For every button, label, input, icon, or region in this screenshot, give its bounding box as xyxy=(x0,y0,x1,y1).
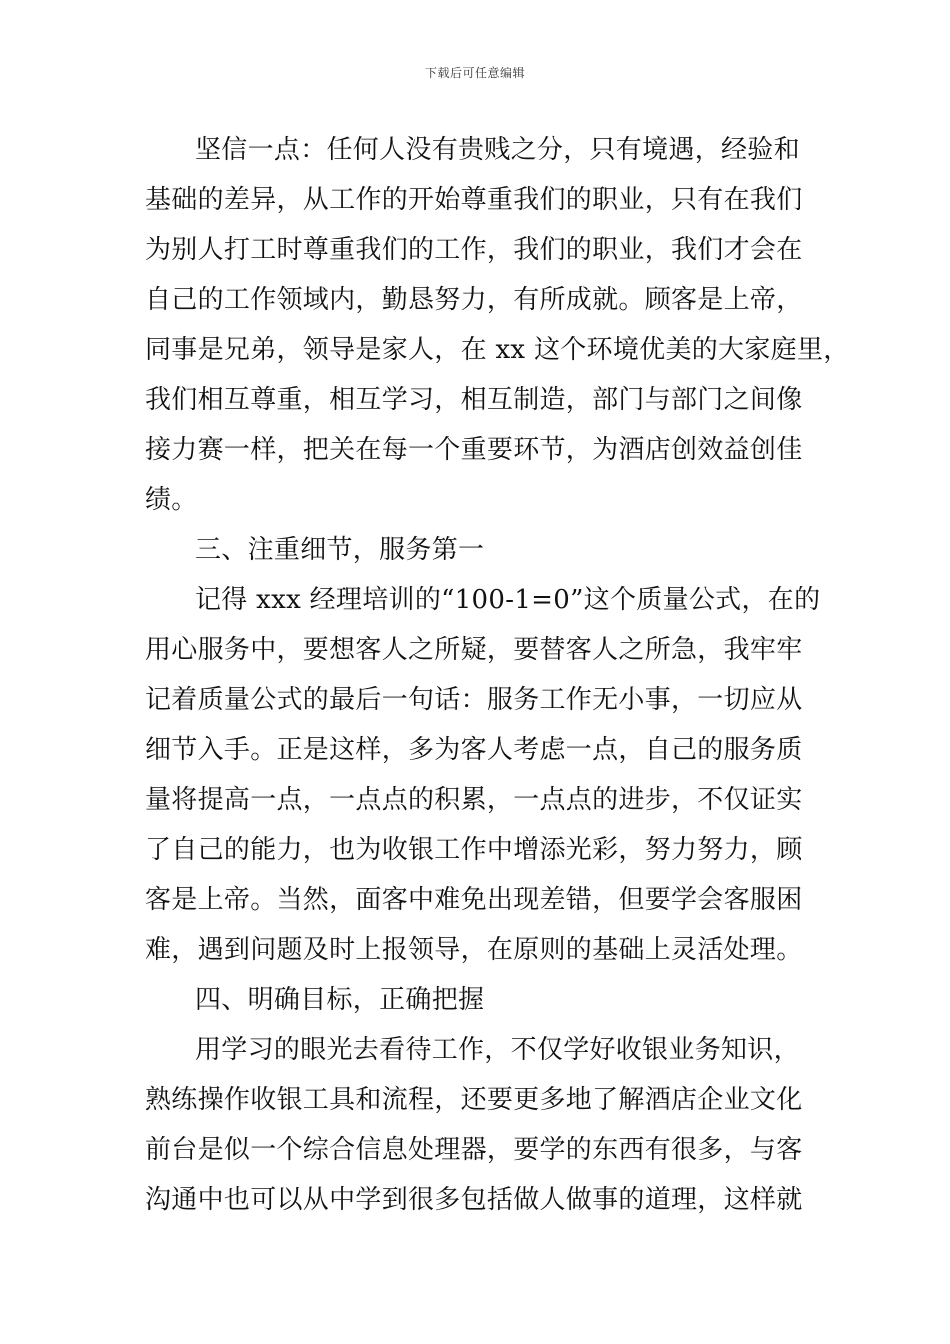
paragraph-line: 为别人打工时尊重我们的工作，我们的职业，我们才会在 xyxy=(145,235,803,265)
paragraph-line: 坚信一点：任何人没有贵贱之分，只有境遇，经验和 xyxy=(195,135,800,165)
section-heading: 三、注重细节，服务第一 xyxy=(195,535,485,565)
paragraph-line: 了自己的能力，也为收银工作中增添光彩，努力努力，顾 xyxy=(145,835,803,865)
paragraph-line: 接力赛一样，把关在每一个重要环节，为酒店创效益创佳 xyxy=(145,435,803,465)
paragraph-line: 我们相互尊重，相互学习，相互制造，部门与部门之间像 xyxy=(145,385,803,415)
section-heading: 四、明确目标，正确把握 xyxy=(195,985,485,1015)
paragraph-line: 用心服务中，要想客人之所疑，要替客人之所急，我牢牢 xyxy=(145,635,803,665)
paragraph-line: 量将提高一点，一点点的积累，一点点的进步，不仅证实 xyxy=(145,785,803,815)
paragraph-line: 记得 xxx 经理培训的“100-1=0”这个质量公式，在的 xyxy=(195,585,821,615)
paragraph-line: 细节入手。正是这样，多为客人考虑一点，自己的服务质 xyxy=(145,735,803,765)
paragraph-line: 自己的工作领域内，勤恳努力，有所成就。顾客是上帝， xyxy=(145,285,803,315)
paragraph-line: 绩。 xyxy=(145,485,198,515)
paragraph-line: 熟练操作收银工具和流程，还要更多地了解酒店企业文化 xyxy=(145,1085,803,1115)
page-header-note: 下载后可任意编辑 xyxy=(424,66,525,80)
paragraph-line: 用学习的眼光去看待工作，不仅学好收银业务知识， xyxy=(195,1035,800,1065)
paragraph-line: 记着质量公式的最后一句话：服务工作无小事，一切应从 xyxy=(145,685,803,715)
paragraph-line: 沟通中也可以从中学到很多包括做人做事的道理，这样就 xyxy=(145,1185,803,1215)
paragraph-line: 基础的差异，从工作的开始尊重我们的职业，只有在我们 xyxy=(145,185,803,215)
paragraph-line: 难，遇到问题及时上报领导，在原则的基础上灵活处理。 xyxy=(145,935,803,965)
paragraph-line: 客是上帝。当然，面客中难免出现差错，但要学会客服困 xyxy=(145,885,803,915)
paragraph-line: 前台是似一个综合信息处理器，要学的东西有很多，与客 xyxy=(145,1135,803,1165)
paragraph-line: 同事是兄弟，领导是家人，在 xx 这个环境优美的大家庭里， xyxy=(145,335,850,365)
